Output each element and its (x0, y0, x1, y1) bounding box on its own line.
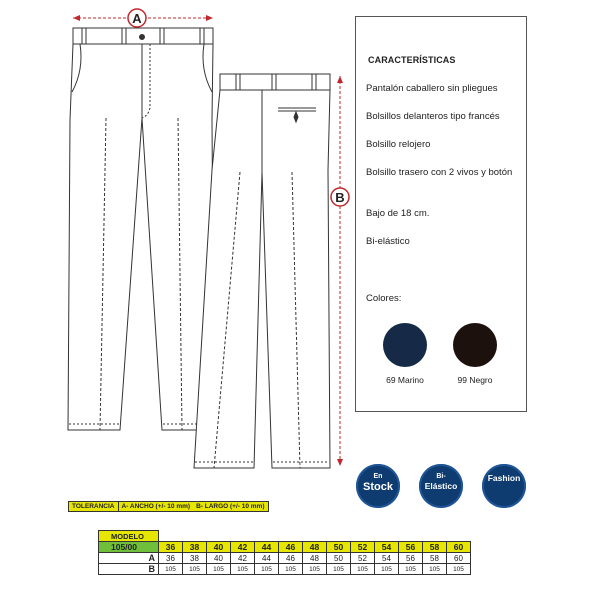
measure-b-length (331, 76, 349, 466)
measure-cell: 105 (255, 564, 279, 575)
empty-cell (279, 531, 303, 542)
badge-fashion (482, 464, 526, 508)
size-header-cell: 60 (447, 542, 471, 553)
badge-top-text: En (373, 473, 383, 480)
front-view-trousers (68, 28, 214, 430)
feature-item: Bolsillo relojero (366, 139, 431, 150)
measure-cell: 40 (207, 553, 231, 564)
measure-cell: 38 (183, 553, 207, 564)
feature-item: Bolsillo trasero con 2 vivos y botón (366, 167, 513, 178)
model-value: 105/00 (99, 542, 159, 553)
measure-cell: 105 (447, 564, 471, 575)
measure-row-a (99, 553, 471, 564)
size-header-row (99, 542, 471, 553)
measure-cell: 48 (303, 553, 327, 564)
color-name-marino: 69 Marino (386, 375, 424, 385)
empty-cell (375, 531, 399, 542)
measure-cell: 105 (207, 564, 231, 575)
measure-cell: 58 (423, 553, 447, 564)
empty-cell (183, 531, 207, 542)
size-header-cell: 44 (255, 542, 279, 553)
size-header-cell: 48 (303, 542, 327, 553)
badge-bi-elastico (419, 464, 463, 508)
measure-cell: 46 (279, 553, 303, 564)
empty-cell (447, 531, 471, 542)
badge-main-text: Elástico (424, 481, 458, 491)
badge-top-text: Bi- (436, 473, 446, 480)
measure-cell: 105 (183, 564, 207, 575)
size-header-cell: 46 (279, 542, 303, 553)
size-header-cell: 36 (159, 542, 183, 553)
model-row (99, 531, 471, 542)
measure-cell: 105 (231, 564, 255, 575)
measure-cell: 105 (399, 564, 423, 575)
tolerance-a: A- ANCHO (+/- 10 mm) (121, 503, 191, 510)
measure-cell: 105 (351, 564, 375, 575)
measure-cell: 105 (327, 564, 351, 575)
size-header-cell: 42 (231, 542, 255, 553)
badge-main-text: Fashion (487, 473, 521, 483)
badge-en-stock (356, 464, 400, 508)
measure-a-width (73, 9, 213, 27)
measure-cell: 105 (159, 564, 183, 575)
size-header-cell: 58 (423, 542, 447, 553)
color-name-negro: 99 Negro (457, 375, 493, 385)
empty-cell (255, 531, 279, 542)
measure-cell: 56 (399, 553, 423, 564)
size-header-cell: 50 (327, 542, 351, 553)
color-swatch-negro[interactable] (453, 323, 497, 367)
measure-cell: 105 (423, 564, 447, 575)
empty-cell (423, 531, 447, 542)
colors-label: Colores: (366, 293, 402, 304)
measure-cell: 105 (279, 564, 303, 575)
row-label: B (99, 564, 159, 575)
measure-b-label: B (335, 190, 345, 205)
feature-item: Bi-elástico (366, 236, 410, 247)
characteristics-title: CARACTERÍSTICAS (368, 55, 456, 65)
empty-cell (327, 531, 351, 542)
size-header-cell: 52 (351, 542, 375, 553)
empty-cell (159, 531, 183, 542)
size-header-cell: 38 (183, 542, 207, 553)
size-header-cell: 56 (399, 542, 423, 553)
color-swatch-marino[interactable] (383, 323, 427, 367)
row-label: A (99, 553, 159, 564)
empty-cell (351, 531, 375, 542)
measure-cell: 105 (375, 564, 399, 575)
measure-cell: 44 (255, 553, 279, 564)
empty-cell (303, 531, 327, 542)
characteristics-panel (355, 16, 527, 412)
measure-a-label: A (132, 11, 142, 26)
measure-cell: 36 (159, 553, 183, 564)
measure-cell: 105 (303, 564, 327, 575)
tolerance-b: B- LARGO (+/- 10 mm) (196, 503, 265, 510)
size-table (98, 530, 471, 575)
back-view-trousers (194, 74, 330, 468)
feature-item: Bajo de 18 cm. (366, 208, 430, 219)
model-label: MODELO (99, 531, 159, 542)
size-header-cell: 54 (375, 542, 399, 553)
measure-cell: 60 (447, 553, 471, 564)
empty-cell (231, 531, 255, 542)
measure-cell: 52 (351, 553, 375, 564)
empty-cell (207, 531, 231, 542)
size-header-cell: 40 (207, 542, 231, 553)
measure-row-b (99, 564, 471, 575)
empty-cell (399, 531, 423, 542)
measure-cell: 50 (327, 553, 351, 564)
feature-item: Pantalón caballero sin pliegues (366, 83, 498, 94)
tolerance-bar (68, 501, 269, 512)
measure-cell: 54 (375, 553, 399, 564)
feature-item: Bolsillos delanteros tipo francés (366, 111, 500, 122)
waist-button (140, 35, 145, 40)
tolerance-label: TOLERANCIA (69, 502, 119, 511)
measure-cell: 42 (231, 553, 255, 564)
badge-main-text: Stock (363, 481, 393, 493)
